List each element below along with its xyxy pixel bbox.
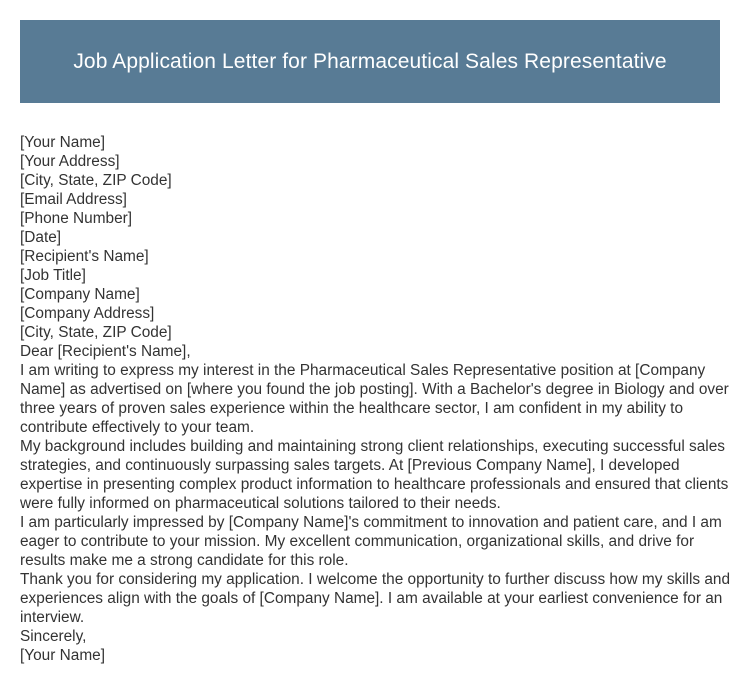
body-paragraph: My background includes building and maintaining strong client relationships, executing successful sales strategies, and continuously surpassing sales targets. At [Previous Company Name], I developed expertise in presenting complex product information to healthcare professionals and ensured that clients were fully informed on pharmaceutical solutions tailored to their needs. (20, 438, 729, 512)
recipient-name: [Recipient's Name] (20, 248, 149, 265)
recipient-city-state-zip: [City, State, ZIP Code] (20, 324, 172, 341)
recipient-address: [Company Address] (20, 305, 155, 322)
sender-address: [Your Address] (20, 153, 120, 170)
sender-name: [Your Name] (20, 134, 105, 151)
page-title: Job Application Letter for Pharmaceutical Sales Representative (73, 49, 667, 73)
body-paragraph: I am particularly impressed by [Company Name]'s commitment to innovation and patient care, and I am eager to contribute to your mission. My excellent communication, organizational skills, and drive for results make me a strong candidate for this role. (20, 514, 722, 569)
letter-body (20, 133, 730, 665)
salutation: Dear [Recipient's Name], (20, 343, 191, 360)
sender-phone: [Phone Number] (20, 210, 133, 227)
title-banner (20, 20, 720, 103)
letter-date: [Date] (20, 229, 62, 246)
sender-city-state-zip: [City, State, ZIP Code] (20, 172, 172, 189)
closing: Sincerely, (20, 628, 87, 645)
body-paragraph: Thank you for considering my application. I welcome the opportunity to further discuss how my skills and experiences align with the goals of [Company Name]. I am available at your earliest convenience for an interview. (20, 571, 731, 626)
body-paragraph: I am writing to express my interest in the Pharmaceutical Sales Representative position at [Company Name] as advertised on [where you found the job posting]. With a Bachelor's degree in Biology and over three years of proven sales experience within the healthcare sector, I am confident in my ability to contribute effectively to your team. (20, 362, 729, 436)
sender-email: [Email Address] (20, 191, 127, 208)
recipient-job-title: [Job Title] (20, 267, 86, 284)
recipient-company: [Company Name] (20, 286, 140, 303)
signature: [Your Name] (20, 647, 105, 664)
